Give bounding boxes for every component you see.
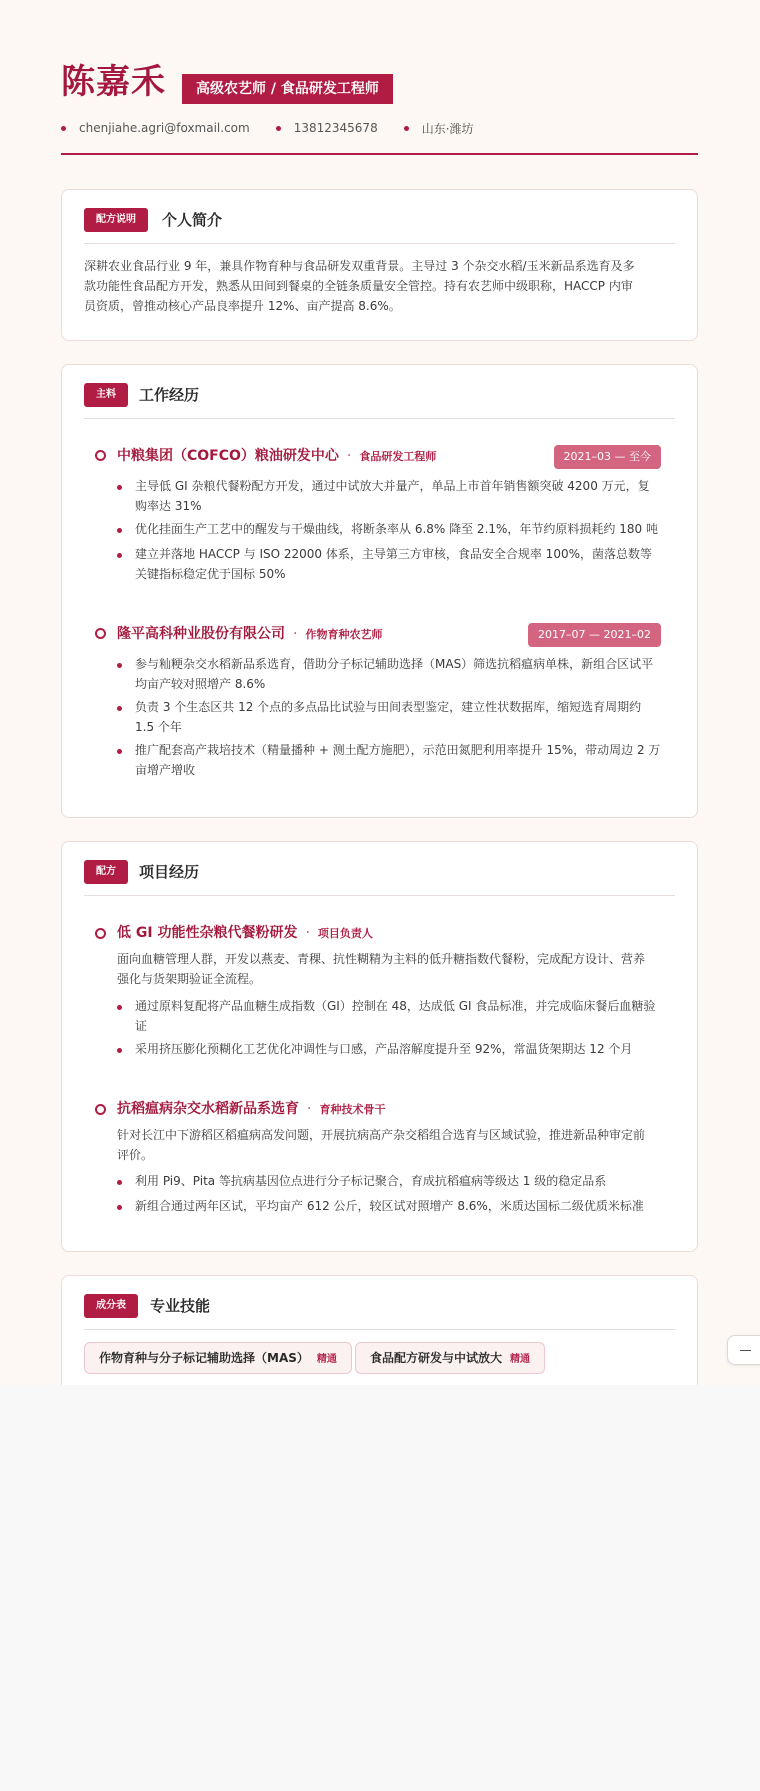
bullet-dot-icon	[117, 528, 122, 533]
work-card	[61, 364, 698, 818]
bullet-dot-icon	[404, 126, 409, 131]
description-line: 针对长江中下游稻区稻瘟病高发问题，开展抗病高产杂交稻组合选育与区域试验，推进新品种审定前	[117, 1128, 646, 1142]
summary-heading: 个人简介	[162, 211, 223, 229]
summary-card	[61, 189, 698, 341]
contact-email[interactable]	[61, 121, 250, 135]
work-entry-title	[117, 446, 436, 467]
bullet-line: 购率达 31%	[135, 499, 202, 513]
bullet-dot-icon	[117, 749, 122, 754]
projects-tag: 配方	[84, 860, 128, 884]
job-role: 食品研发工程师	[359, 450, 437, 463]
project-name: 抗稻瘟病杂交水稻新品系选育	[117, 1101, 299, 1117]
summary-text	[84, 256, 684, 316]
contact-location-text: 山东·潍坊	[421, 121, 474, 136]
summary-line: 员资质，曾推动核心产品良率提升 12%、亩产提高 8.6%。	[84, 299, 401, 313]
bullet-line: 参与籼粳杂交水稻新品系选育，借助分子标记辅助选择（MAS）筛选抗稻瘟病单株，新组合区试平	[135, 657, 654, 671]
bullet-line: 采用挤压膨化预糊化工艺优化冲调性与口感，产品溶解度提升至 92%，常温货架期达 12 个月	[135, 1042, 633, 1056]
skills-card-header	[84, 1294, 675, 1330]
description-line: 强化与货架期验证全流程。	[117, 972, 262, 986]
skills-card	[61, 1275, 698, 1385]
project-bullet	[135, 1196, 675, 1216]
timeline-circle-icon	[95, 628, 106, 639]
projects-card	[61, 841, 698, 1252]
header-divider	[61, 153, 698, 155]
summary-line: 款功能性食品配方开发，熟悉从田间到餐桌的全链条质量安全管控。持有农艺师中级职称，HACCP 内审	[84, 279, 633, 293]
summary-tag: 配方说明	[84, 208, 148, 232]
description-line: 面向血糖管理人群，开发以燕麦、青稞、抗性糊精为主料的低升糖指数代餐粉，完成配方设计、营养	[117, 952, 646, 966]
bullet-dot-icon	[117, 1180, 122, 1185]
timeline-circle-icon	[95, 1104, 106, 1115]
bullet-dot-icon	[117, 1005, 122, 1010]
bullet-line: 通过原料复配将产品血糖生成指数（GI）控制在 48，达成低 GI 食品标准，并完成临床餐后血糖验	[135, 999, 656, 1013]
project-entry-title	[117, 923, 373, 944]
description-line: 评价。	[117, 1148, 154, 1162]
bullet-line: 推广配套高产栽培技术（精量播种 + 测土配方施肥），示范田氮肥利用率提升 15%，带动周边 2 万	[135, 743, 661, 757]
bullet-line: 证	[135, 1019, 148, 1033]
bullet-line: 亩增产增收	[135, 763, 196, 777]
work-bullet	[135, 476, 675, 516]
work-bullet	[135, 544, 675, 584]
bullet-line: 负责 3 个生态区共 12 个点的多点品比试验与田间表型鉴定，建立性状数据库，缩短选育周期约	[135, 700, 642, 714]
work-bullet	[135, 654, 675, 694]
projects-card-header	[84, 860, 675, 896]
summary-line: 深耕农业食品行业 9 年，兼具作物育种与食品研发双重背景。主导过 3 个杂交水稻/玉米新品系选育及多	[84, 259, 635, 273]
project-entry-title	[117, 1099, 385, 1120]
side-collapse-button[interactable]	[727, 1335, 760, 1365]
company-name: 隆平高科种业股份有限公司	[117, 626, 285, 642]
summary-card-header	[84, 208, 675, 244]
job-role: 作物育种农艺师	[305, 628, 383, 641]
work-tag: 主料	[84, 383, 128, 407]
project-name: 低 GI 功能性杂粮代餐粉研发	[117, 925, 298, 941]
bullet-line: 主导低 GI 杂粮代餐粉配方开发，通过中试放大并量产，单品上市首年销售额突破 4200 万元，复	[135, 479, 650, 493]
contact-list	[61, 118, 500, 138]
entry-separator: ·	[346, 448, 352, 464]
bullet-line: 1.5 个年	[135, 720, 182, 734]
bullet-dot-icon	[117, 553, 122, 558]
skill-level: 精通	[510, 1354, 531, 1365]
bullet-dot-icon	[117, 706, 122, 711]
bullet-line: 关键指标稳定优于国标 50%	[135, 567, 286, 581]
contact-location	[404, 120, 474, 137]
bullet-line: 均亩产较对照增产 8.6%	[135, 677, 266, 691]
company-name: 中粮集团（COFCO）粮油研发中心	[117, 448, 339, 464]
project-role: 项目负责人	[317, 927, 373, 940]
work-entry-title	[117, 624, 382, 645]
work-card-header	[84, 383, 675, 419]
bullet-line: 利用 Pi9、Pita 等抗病基因位点进行分子标记聚合，育成抗稻瘟病等级达 1 级的稳定品系	[135, 1174, 607, 1188]
bullet-dot-icon	[117, 485, 122, 490]
bullet-dot-icon	[276, 126, 281, 131]
skills-tag: 成分表	[84, 1294, 138, 1318]
bullet-line: 优化挂面生产工艺中的醒发与干燥曲线，将断条率从 6.8% 降至 2.1%，年节约原料损耗约 180 吨	[135, 522, 658, 536]
work-bullet	[135, 697, 675, 737]
entry-separator: ·	[293, 626, 298, 642]
skill-chip	[84, 1342, 352, 1374]
bullet-dot-icon	[117, 663, 122, 668]
contact-email-text: chenjiahe.agri@foxmail.com	[79, 121, 250, 135]
bullet-line: 建立并落地 HACCP 与 ISO 22000 体系，主导第三方审核，食品安全合规率 100%，菌落总数等	[135, 547, 652, 561]
entry-separator: ·	[305, 925, 310, 941]
project-bullet	[135, 1039, 675, 1059]
minus-icon	[740, 1350, 751, 1351]
contact-phone[interactable]	[276, 121, 378, 135]
bullet-line: 新组合通过两年区试，平均亩产 612 公斤，较区试对照增产 8.6%，米质达国标二级优质米标准	[135, 1199, 644, 1213]
project-description	[117, 1125, 677, 1165]
skill-level: 精通	[316, 1354, 337, 1365]
work-bullet	[135, 740, 675, 780]
work-heading: 工作经历	[139, 386, 200, 404]
skill-name: 作物育种与分子标记辅助选择（MAS）	[99, 1351, 309, 1365]
entry-separator: ·	[307, 1101, 312, 1117]
bullet-dot-icon	[117, 1048, 122, 1053]
timeline-circle-icon	[95, 450, 106, 461]
candidate-name: 陈嘉禾	[61, 62, 166, 102]
project-description	[117, 949, 677, 989]
timeline-circle-icon	[95, 928, 106, 939]
skill-chip	[355, 1342, 545, 1374]
contact-phone-text: 13812345678	[293, 121, 378, 135]
skill-name: 食品配方研发与中试放大	[370, 1351, 503, 1365]
project-bullet	[135, 1171, 675, 1191]
bullet-dot-icon	[117, 1205, 122, 1210]
job-title-badge: 高级农艺师 / 食品研发工程师	[182, 74, 393, 104]
project-role: 育种技术骨干	[319, 1103, 386, 1116]
work-bullet	[135, 519, 675, 539]
work-date-badge: 2017–07 — 2021–02	[528, 623, 661, 647]
project-bullet	[135, 996, 675, 1036]
work-date-badge: 2021–03 — 至今	[554, 445, 661, 469]
projects-heading: 项目经历	[139, 863, 200, 881]
skills-heading: 专业技能	[150, 1297, 211, 1315]
bullet-dot-icon	[61, 126, 66, 131]
